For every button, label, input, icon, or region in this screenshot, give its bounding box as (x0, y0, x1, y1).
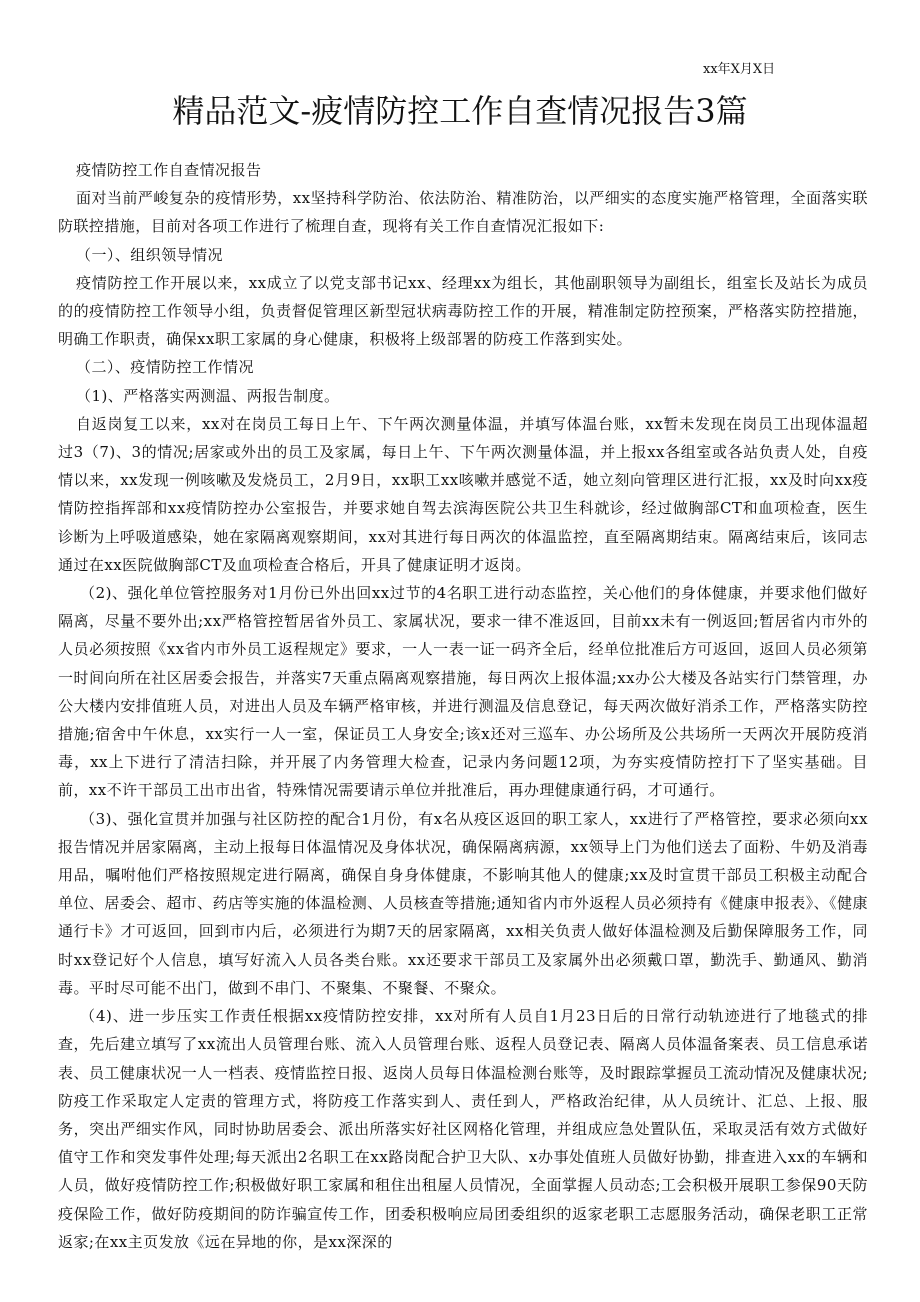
leadership-paragraph: 疫情防控工作开展以来，xx成立了以党支部书记xx、经理xx为组长，其他副职领导为副组长，组室长及站长为成员的的疫情防控工作领导小组，负责督促管理区新型冠状病毒防控工作的开展，精准制定防控预案，严格落实防控措施，明确工作职责，确保xx职工家属的身心健康，积极将上级部署的防疫工作落到实处。 (58, 273, 868, 349)
intro-paragraph: 面对当前严峻复杂的疫情形势，xx坚持科学防治、依法防治、精准防治，以严细实的态度实施严格管理，全面落实联防联控措施，目前对各项工作进行了梳理自查，现将有关工作自查情况汇报如下: (58, 189, 868, 236)
unit-control-paragraph: （2)、强化单位管控服务对1月份已外出回xx过节的4名职工进行动态监控，关心他们的身体健康，并要求他们做好隔离，尽量不要外出;xx严格管控暂居省外员工、家属状况，要求一律不准返回，目前xx未有一例返回;暂居省内市外的人员必须按照《xx省内市外员工返程规定》要求，一人一表一证一码齐全后，经单位批准后方可返回，返回人员必须第一时间向所在社区居委会报告，并落实7天重点隔离观察措施，每日两次上报体温;xx办公大楼及各站实行门禁管理，办公大楼内安排值班人员，对进出人员及车辆严格审核，并进行测温及信息登记，每天两次做好消杀工作，严格落实防控措施;宿舍中午休息，xx实行一人一室，保证员工人身安全;该x还对三巡车、办公场所及公共场所一天两次开展防疫消毒，xx上下进行了清洁扫除，并开展了内务管理大检查，记录内务问题12项，为夯实疫情防控打下了坚实基础。目前，xx不许干部员工出市出省，特殊情况需要请示单位并批准后，再办理健康通行码，才可通行。 (58, 584, 868, 800)
report-date: xx年X月X日 (703, 62, 776, 77)
community-cooperation-paragraph: （3)、强化宣贯并加强与社区防控的配合1月份，有x名从疫区返回的职工家人，xx进行了严格管控，要求必须向xx报告情况并居家隔离，主动上报每日体温情况及身体状况，确保隔离病源，xx领导上门为他们送去了面粉、牛奶及消毒用品，嘱咐他们严格按照规定进行隔离，确保自身身体健康，不影响其他人的健康;xx及时宣贯干部员工积极主动配合单位、居委会、超市、药店等实施的体温检测、人员核查等措施;通知省内市外返程人员必须持有《健康申报表》、《健康通行卡》才可返回，回到市内后，必须进行为期7天的居家隔离，xx相关负责人做好体温检测及后勤保障服务工作，同时xx登记好个人信息，填写好流入人员各类台账。xx还要求干部员工及家属外出必须戴口罩，勤洗手、勤通风、勤消毒。平时尽可能不出门，做到不串门、不聚集、不聚餐、不聚众。 (58, 809, 868, 997)
document-body (58, 156, 868, 1256)
document-title: 精品范文-疲情防控工作自查情况报告3篇 (172, 92, 748, 130)
section-heading-work-status: （二）、疫情防控工作情况 (76, 358, 254, 377)
subsection-heading-temperature: （1)、严格落实两测温、两报告制度。 (76, 386, 340, 405)
section-heading-leadership: （一）、组织领导情况 (76, 245, 224, 264)
responsibility-paragraph: （4)、进一步压实工作责任根据xx疫情防控安排，xx对所有人员自1月23日后的日常行动轨迹进行了地毯式的排查，先后建立填写了xx流出人员管理台账、流入人员管理台账、返程人员登记表、隔离人员体温备案表、员工信息承诺表、员工健康状况一人一档表、疫情监控日报、返岗人员每日体温检测台账等，及时跟踪掌握员工流动情况及健康状况;防疫工作采取定人定责的管理方式，将防疫工作落实到人、责任到人，严格政治纪律，从人员统计、汇总、上报、服务，突出严细实作风，同时协助居委会、派出所落实好社区网格化管理，并组成应急处置队伍，采取灵活有效方式做好值守工作和突发事件处理;每天派出2名职工在xx路岗配合护卫大队、x办事处值班人员做好协勤，排查进入xx的车辆和人员，做好疫情防控工作;积极做好职工家属和租住出租屋人员情况，全面掌握人员动态;工会积极开展职工参保90天防疫保险工作，做好防疫期间的防诈骗宣传工作，团委积极响应局团委组织的返家老职工志愿服务活动，确保老职工正常返家;在xx主页发放《远在异地的你，是xx深深的 (58, 1007, 868, 1251)
temperature-paragraph: 自返岗复工以来，xx对在岗员工每日上午、下午两次测量体温，并填写体温台账，xx暂未发现在岗员工出现体温超过3（7)、3的情况;居家或外出的员工及家属，每日上午、下午两次测量体温，并上报xx各组室或各站负责人处，自疫情以来，xx发现一例咳嗽及发烧员工，2月9日，xx职工xx咳嗽并感觉不适，她立刻向管理区进行汇报，xx及时向xx疫情防控指挥部和xx疫情防控办公室报告，并要求她自驾去滨海医院公共卫生科就诊，经过做胸部CT和血项检查，医生诊断为上呼吸道感染，她在家隔离观察期间，xx对其进行每日两次的体温监控，直至隔离期结束。隔离结束后，该同志通过在xx医院做胸部CT及血项检查合格后，开具了健康证明才返岗。 (58, 414, 868, 574)
report-heading: 疫情防控工作自查情况报告 (76, 161, 262, 179)
